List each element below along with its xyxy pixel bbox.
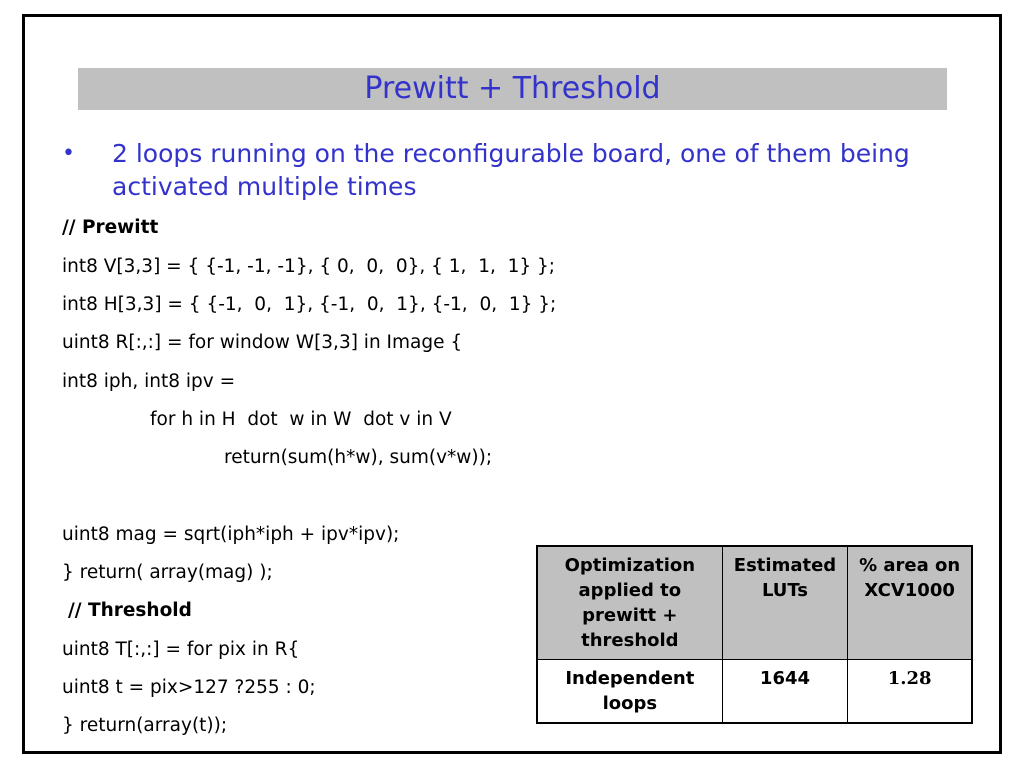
slide-title: Prewitt + Threshold	[364, 71, 661, 106]
code-comment-threshold: // Threshold	[68, 600, 192, 621]
bullet-text: 2 loops running on the reconfigurable board, one of them being activated multiple times	[112, 139, 910, 201]
table-row	[537, 660, 972, 724]
code-line-t: uint8 t = pix>127 ?255 : 0;	[62, 677, 316, 698]
bullet-dot-icon: •	[62, 141, 75, 166]
cell-luts: 1644	[722, 660, 848, 724]
table-header-row	[537, 546, 972, 660]
header-estimated-luts: Estimated LUTs	[722, 546, 848, 660]
code-line-return-mag: } return( array(mag) );	[62, 562, 273, 583]
code-line-v: int8 V[3,3] = { {-1, -1, -1}, { 0, 0, 0}, { 1, 1, 1} };	[62, 256, 556, 277]
code-line-t-array: uint8 T[:,:] = for pix in R{	[62, 639, 300, 660]
cell-optimization: Independent loops	[537, 660, 722, 724]
code-line-r: uint8 R[:,:] = for window W[3,3] in Image {	[62, 332, 463, 353]
code-comment-prewitt: // Prewitt	[62, 217, 159, 238]
results-table	[536, 545, 973, 724]
code-line-for: for h in H dot w in W dot v in V	[150, 409, 452, 430]
cell-area: 1.28	[848, 660, 972, 724]
code-line-return-t: } return(array(t));	[62, 715, 228, 736]
header-area: % area on XCV1000	[848, 546, 972, 660]
title-band	[78, 68, 947, 110]
header-optimization: Optimization applied to prewitt + threshold	[537, 546, 722, 660]
code-line-iph: int8 iph, int8 ipv =	[62, 371, 236, 392]
code-line-mag: uint8 mag = sqrt(iph*iph + ipv*ipv);	[62, 524, 400, 545]
code-line-return-sum: return(sum(h*w), sum(v*w));	[224, 447, 493, 468]
code-line-h: int8 H[3,3] = { {-1, 0, 1}, {-1, 0, 1}, {-1, 0, 1} };	[62, 294, 557, 315]
